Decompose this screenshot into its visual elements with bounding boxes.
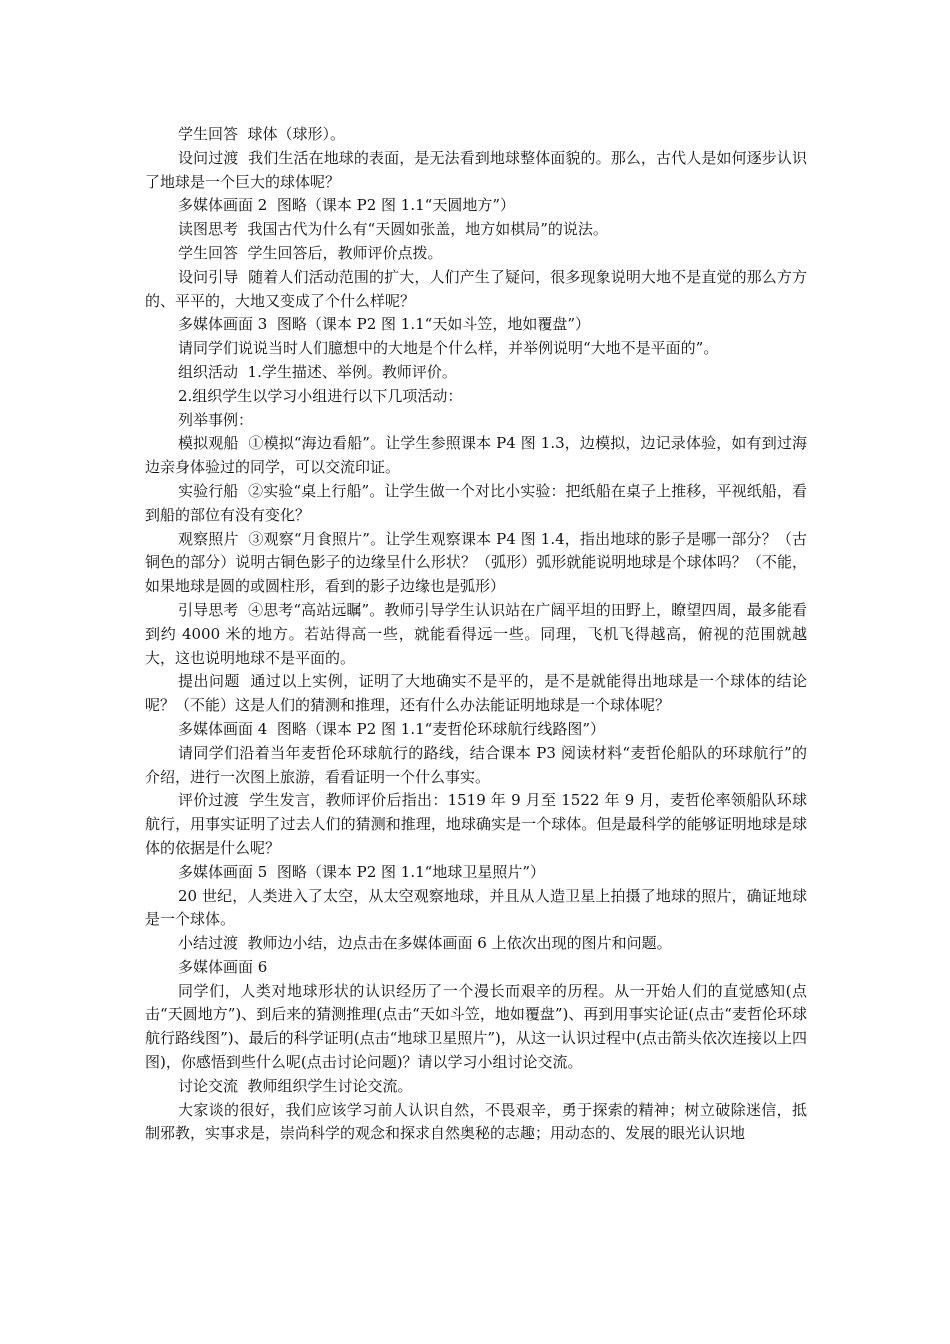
document-body bbox=[145, 123, 807, 1146]
paragraph: 引导思考 ④思考“高站远瞩”。教师引导学生认识站在广阔平坦的田野上，瞭望四周，最多能看到约 4000 米的地方。若站得高一些，就能看得远一些。同理，飞机飞得越高，俯视的范围就越大，这也说明地球不是平面的。 bbox=[145, 600, 807, 667]
paragraph: 评价过渡 学生发言，教师评价后指出：1519 年 9 月至 1522 年 9 月，麦哲伦率领船队环球航行，用事实证明了过去人们的猜测和推理，地球确实是一个球体。但是最科学的能够证明地球是球体的依据是什么呢？ bbox=[145, 791, 807, 857]
paragraph: 同学们，人类对地球形状的认识经历了一个漫长而艰辛的历程。从一开始人们的直觉感知(点击“天圆地方”)、到后来的猜测推理(点击“天如斗笠，地如覆盘”)、再到用事实论证(点击“麦哲伦环球航行路线图”)、最后的科学证明(点击“地球卫星照片”)，从这一认识过程中(点击箭头依次连接以上四图)，你感悟到些什么呢(点击讨论问题)？请以学习小组讨论交流。 bbox=[145, 981, 807, 1072]
paragraph: 小结过渡 教师边小结，边点击在多媒体画面 6 上依次出现的图片和问题。 bbox=[178, 934, 672, 953]
paragraph: 2.组织学生以学习小组进行以下几项活动： bbox=[178, 386, 463, 405]
paragraph: 模拟观船 ①模拟“海边看船”。让学生参照课本 P4 图 1.3，边模拟，边记录体验，如有到过海边亲身体验过的同学，可以交流印证。 bbox=[145, 434, 807, 477]
paragraph: 学生回答 球体（球形）。 bbox=[178, 125, 346, 143]
paragraph: 20 世纪，人类进入了太空，从太空观察地球，并且从人造卫星上拍摄了地球的照片，确证地球是一个球体。 bbox=[145, 886, 807, 929]
paragraph: 设问过渡 我们生活在地球的表面，是无法看到地球整体面貌的。那么，古代人是如何逐步认识了地球是一个巨大的球体呢？ bbox=[145, 148, 807, 191]
paragraph: 设问引导 随着人们活动范围的扩大，人们产生了疑问，很多现象说明大地不是直觉的那么方方的、平平的，大地又变成了个什么样呢？ bbox=[145, 267, 807, 310]
paragraph: 大家谈的很好，我们应该学习前人认识自然，不畏艰辛，勇于探索的精神；树立破除迷信，抵制邪教，实事求是，崇尚科学的观念和探求自然奥秘的志趣；用动态的、发展的眼光认识地 bbox=[145, 1100, 807, 1143]
paragraph: 学生回答 学生回答后，教师评价点拨。 bbox=[178, 243, 443, 262]
paragraph: 读图思考 我国古代为什么有“天圆如张盖，地方如棋局”的说法。 bbox=[178, 220, 608, 239]
paragraph: 观察照片 ③观察“月食照片”。让学生观察课本 P4 图 1.4，指出地球的影子是哪一部分？（古铜色的部分）说明古铜色影子的边缘呈什么形状？（弧形）弧形就能说明地球是个球体吗？（不能，如果地球是圆的或圆柱形，看到的影子边缘也是弧形） bbox=[145, 529, 807, 596]
paragraph: 列举事例： bbox=[178, 410, 254, 429]
paragraph: 多媒体画面 5 图略（课本 P2 图 1.1“地球卫星照片”） bbox=[178, 862, 545, 881]
paragraph: 实验行船 ②实验“桌上行船”。让学生做一个对比小实验：把纸船在桌子上推移，平视纸船，看到船的部位有没有变化？ bbox=[145, 481, 807, 524]
paragraph: 讨论交流 教师组织学生讨论交流。 bbox=[178, 1076, 413, 1095]
paragraph: 提出问题 通过以上实例，证明了大地确实不是平的，是不是就能得出地球是一个球体的结论呢？（不能）这是人们的猜测和推理，还有什么办法能证明地球是一个球体呢？ bbox=[145, 672, 807, 715]
paragraph: 多媒体画面 3 图略（课本 P2 图 1.1“天如斗笠，地如覆盘”） bbox=[178, 315, 590, 334]
paragraph: 请同学们说说当时人们臆想中的大地是个什么样，并举例说明“大地不是平面的”。 bbox=[178, 339, 719, 358]
paragraph: 多媒体画面 6 bbox=[178, 957, 268, 976]
paragraph: 组织活动 1.学生描述、举例。教师评价。 bbox=[178, 362, 457, 381]
paragraph: 请同学们沿着当年麦哲伦环球航行的路线，结合课本 P3 阅读材料“麦哲伦船队的环球航行”的介绍，进行一次图上旅游，看看证明一个什么事实。 bbox=[145, 743, 807, 786]
paragraph: 多媒体画面 2 图略（课本 P2 图 1.1“天圆地方”） bbox=[178, 196, 515, 215]
paragraph: 多媒体画面 4 图略（课本 P2 图 1.1“麦哲伦环球航行线路图”） bbox=[178, 719, 605, 738]
